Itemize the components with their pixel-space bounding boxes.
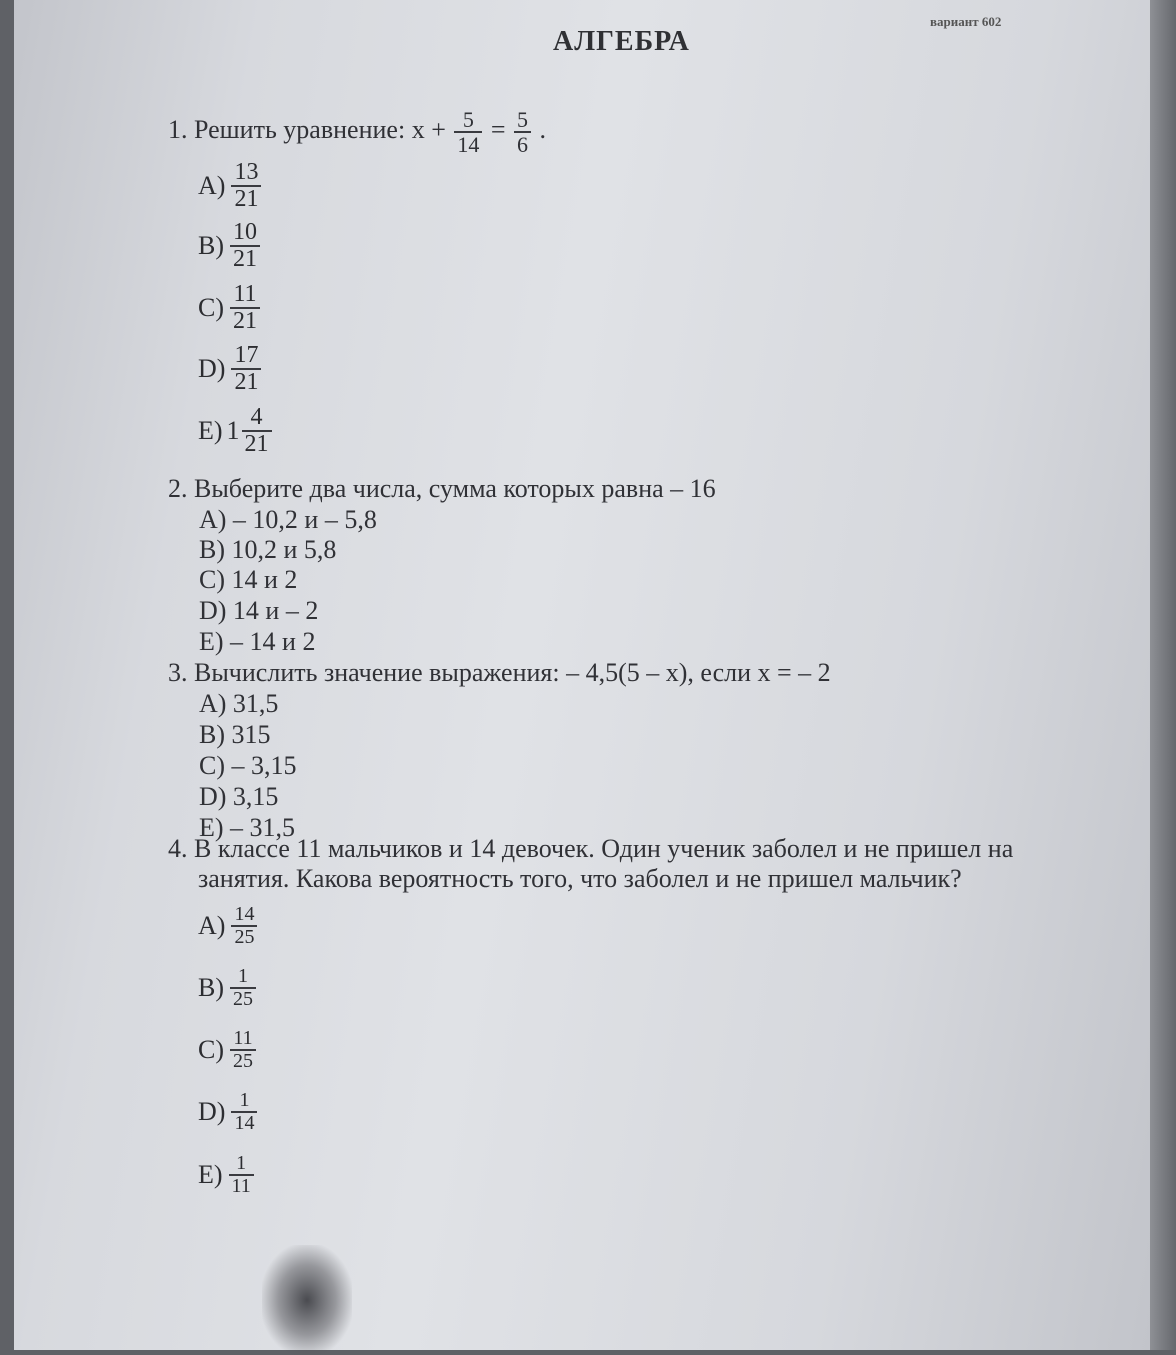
question-3-text: 3. Вычислить значение выражения: – 4,5(5 – x), если x = – 2: [168, 658, 831, 687]
fraction: $\frac{13}{21}$: [231, 160, 261, 212]
mixed-whole: 1: [226, 416, 240, 446]
fraction: $\frac{11}{21}$: [230, 282, 260, 334]
fraction: $\frac{11}{25}$: [230, 1028, 256, 1072]
equation-x: x +: [411, 115, 446, 145]
q1-option-b[interactable]: B) $\frac{10}{21}$: [198, 220, 262, 272]
q1-option-a[interactable]: A) $\frac{13}{21}$: [198, 160, 263, 212]
fraction: $\frac{10}{21}$: [230, 220, 260, 272]
q3-option-b[interactable]: B) 315: [199, 720, 271, 749]
fraction: $\frac{4}{21}$: [242, 405, 272, 457]
q1-option-e[interactable]: E) 1 $\frac{4}{21}$: [198, 405, 274, 457]
q3-option-e[interactable]: E) – 31,5: [199, 813, 296, 842]
q4-option-e[interactable]: E) $\frac{1}{11}$: [198, 1153, 256, 1197]
equation-sign: =: [490, 115, 506, 145]
q3-option-c[interactable]: C) – 3,15: [199, 751, 297, 780]
background-edge: [1150, 0, 1176, 1350]
variant-label: вариант 602: [930, 14, 1002, 29]
q4-option-b[interactable]: B) $\frac{1}{25}$: [198, 966, 258, 1010]
question-1-text: 1. Решить уравнение:: [168, 115, 406, 145]
equation: x + $\frac{5}{14}$ = $\frac{5}{6}$ .: [411, 107, 547, 158]
fraction: $\frac{17}{21}$: [231, 343, 261, 395]
q4-option-a[interactable]: A) $\frac{14}{25}$: [198, 904, 259, 948]
q2-option-e[interactable]: E) – 14 и 2: [199, 627, 316, 656]
fraction: $\frac{1}{25}$: [230, 966, 256, 1010]
fraction: $\frac{1}{11}$: [229, 1153, 254, 1197]
equation-fraction-1: $\frac{5}{14}$: [454, 108, 482, 156]
question-2-text: 2. Выберите два числа, сумма которых равна – 16: [168, 474, 716, 503]
q2-option-d[interactable]: D) 14 и – 2: [199, 596, 319, 625]
q2-option-c[interactable]: C) 14 и 2: [199, 565, 298, 594]
q3-option-a[interactable]: A) 31,5: [199, 689, 279, 718]
q3-option-d[interactable]: D) 3,15: [199, 782, 279, 811]
q2-option-b[interactable]: B) 10,2 и 5,8: [199, 535, 337, 564]
q4-option-d[interactable]: D) $\frac{1}{14}$: [198, 1090, 259, 1134]
question-4-text-line1: 4. В классе 11 мальчиков и 14 девочек. Один ученик заболел и не пришел на: [168, 834, 1014, 863]
question-4-text-line2: занятия. Какова вероятность того, что заболел и не пришел мальчик?: [198, 864, 962, 893]
fraction: $\frac{1}{14}$: [231, 1090, 257, 1134]
question-1: [168, 108, 546, 156]
equation-fraction-2: $\frac{5}{6}$: [514, 108, 531, 156]
q1-option-c[interactable]: C) $\frac{11}{21}$: [198, 282, 262, 334]
finger-shadow: [262, 1245, 352, 1355]
q1-option-d[interactable]: D) $\frac{17}{21}$: [198, 343, 263, 395]
fraction: $\frac{14}{25}$: [231, 904, 257, 948]
page-title: АЛГЕБРА: [553, 26, 690, 57]
q4-option-c[interactable]: C) $\frac{11}{25}$: [198, 1028, 258, 1072]
q2-option-a[interactable]: A) – 10,2 и – 5,8: [199, 505, 377, 534]
